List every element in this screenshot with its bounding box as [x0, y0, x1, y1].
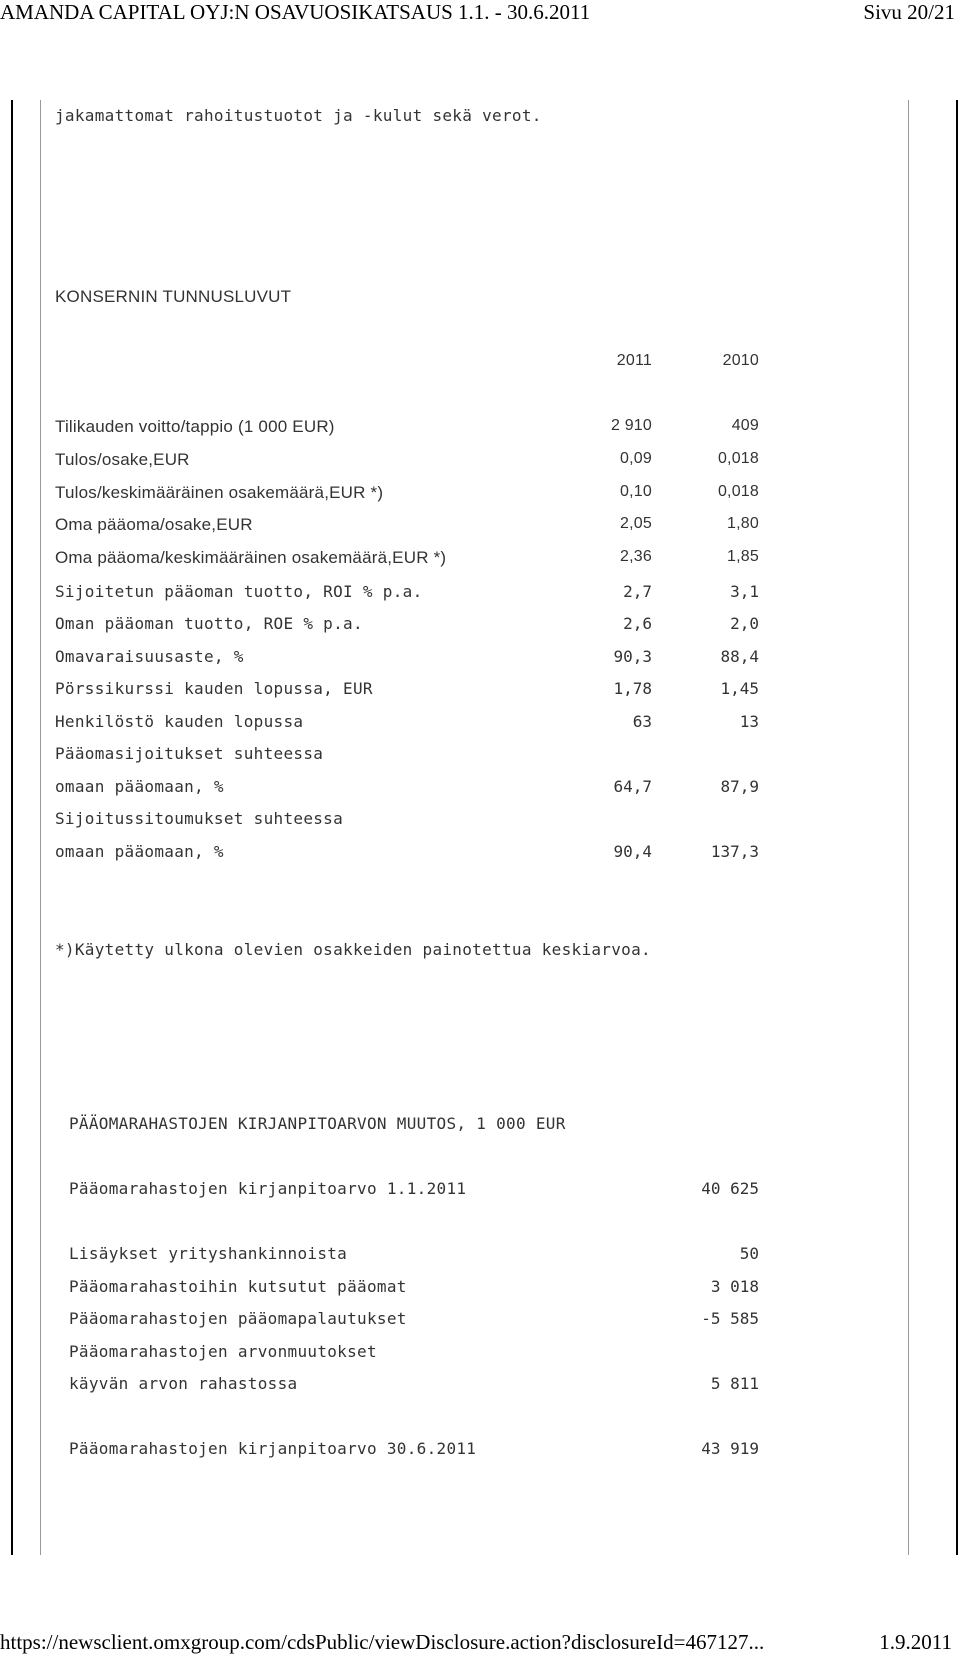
table-cell-2010: 409: [731, 417, 759, 434]
print-date: 1.9.2011: [879, 1630, 952, 1654]
key-figures-heading: KONSERNIN TUNNUSLUVUT: [55, 287, 292, 306]
right-border-outer: [956, 100, 958, 1555]
left-border-outer: [11, 100, 13, 1555]
table-row-label: Pörssikurssi kauden lopussa, EUR: [55, 679, 373, 698]
table-cell-2010: 137,3: [710, 842, 759, 861]
page-footer: [0, 1630, 960, 1660]
table-cell-2010: 0,018: [717, 483, 759, 500]
col-header-2011: 2011: [616, 352, 652, 369]
list-item-label: käyvän arvon rahastossa: [69, 1374, 298, 1393]
table-cell-2011: 2 910: [610, 417, 652, 434]
table-cell-2011: 2,05: [620, 515, 652, 532]
closing-balance-label: Pääomarahastojen kirjanpitoarvo 30.6.2011: [69, 1439, 477, 1458]
list-item-value: 50: [739, 1244, 759, 1263]
table-row-label: Henkilöstö kauden lopussa: [55, 712, 304, 731]
table-row-label: Sijoitetun pääoman tuotto, ROI % p.a.: [55, 582, 423, 601]
table-cell-2011: 2,7: [623, 582, 652, 601]
table-row-label: Tulos/osake,EUR: [55, 450, 190, 469]
document-title: AMANDA CAPITAL OYJ:N OSAVUOSIKATSAUS 1.1. - 30.6.2011: [0, 0, 591, 24]
table-row-label: Omavaraisuusaste, %: [55, 647, 244, 666]
closing-balance-value: 43 919: [701, 1439, 759, 1458]
list-item-label: Lisäykset yrityshankinnoista: [69, 1244, 348, 1263]
opening-balance-label: Pääomarahastojen kirjanpitoarvo 1.1.2011: [69, 1179, 467, 1198]
table-cell-2011: 90,3: [613, 647, 652, 666]
list-item-value: -5 585: [701, 1309, 759, 1328]
table-cell-2011: 2,6: [623, 614, 652, 633]
list-item-value: 5 811: [710, 1374, 759, 1393]
footnote: *)Käytetty ulkona olevien osakkeiden painotettua keskiarvoa.: [55, 940, 651, 959]
table-cell-2011: 1,78: [613, 679, 652, 698]
col-header-2010: 2010: [722, 352, 759, 369]
table-cell-2011: 63: [632, 712, 652, 731]
table-row-label: Sijoitussitoumukset suhteessa: [55, 809, 344, 828]
page-number: Sivu 20/21: [863, 0, 955, 24]
table-row-label: omaan pääomaan, %: [55, 777, 224, 796]
table-cell-2010: 87,9: [720, 777, 759, 796]
table-cell-2011: 2,36: [620, 548, 652, 565]
table-cell-2010: 1,80: [727, 515, 759, 532]
table-cell-2010: 1,45: [720, 679, 759, 698]
source-url[interactable]: https://newsclient.omxgroup.com/cdsPublic/viewDisclosure.action?disclosureId=467127...: [0, 1630, 765, 1654]
table-cell-2010: 0,018: [717, 450, 759, 467]
table-row-label: Oma pääoma/keskimääräinen osakemäärä,EUR *): [55, 548, 447, 567]
list-item-label: Pääomarahastojen pääomapalautukset: [69, 1309, 407, 1328]
left-border-inner: [40, 100, 41, 1555]
capital-funds-heading: PÄÄOMARAHASTOJEN KIRJANPITOARVON MUUTOS, 1 000 EUR: [69, 1114, 566, 1133]
table-row-label: Pääomasijoitukset suhteessa: [55, 744, 324, 763]
table-row-label: Oma pääoma/osake,EUR: [55, 515, 253, 534]
list-item-value: 3 018: [710, 1277, 759, 1296]
table-cell-2010: 88,4: [720, 647, 759, 666]
right-border-inner: [908, 100, 909, 1555]
table-cell-2011: 90,4: [613, 842, 652, 861]
table-cell-2010: 1,85: [727, 548, 759, 565]
table-cell-2011: 64,7: [613, 777, 652, 796]
opening-balance-value: 40 625: [701, 1179, 759, 1198]
table-row-label: omaan pääomaan, %: [55, 842, 224, 861]
page-header: [0, 0, 960, 30]
table-cell-2010: 13: [739, 712, 759, 731]
list-item-label: Pääomarahastojen arvonmuutokset: [69, 1342, 377, 1361]
table-row-label: Oman pääoman tuotto, ROE % p.a.: [55, 614, 363, 633]
table-row-label: Tulos/keskimääräinen osakemäärä,EUR *): [55, 483, 384, 502]
table-row-label: Tilikauden voitto/tappio (1 000 EUR): [55, 417, 335, 436]
table-cell-2010: 2,0: [730, 614, 759, 633]
table-cell-2011: 0,10: [620, 483, 652, 500]
table-cell-2011: 0,09: [620, 450, 652, 467]
table-cell-2010: 3,1: [730, 582, 759, 601]
intro-line: jakamattomat rahoitustuotot ja -kulut sekä verot.: [55, 106, 542, 125]
list-item-label: Pääomarahastoihin kutsutut pääomat: [69, 1277, 407, 1296]
